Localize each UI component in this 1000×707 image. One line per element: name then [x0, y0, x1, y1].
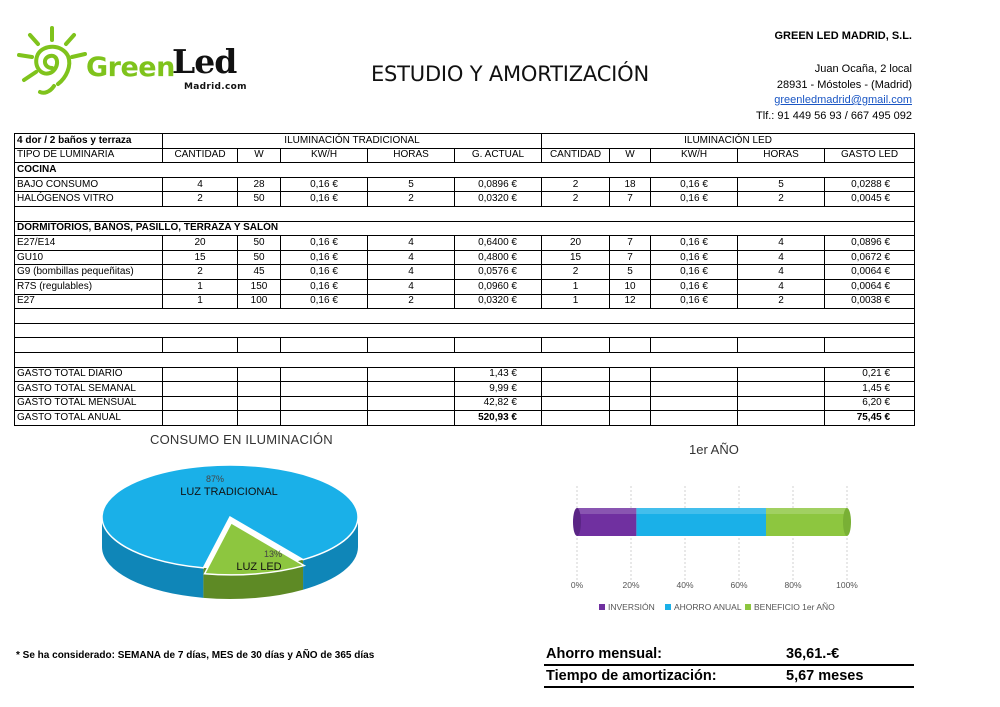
table-cell	[651, 367, 738, 382]
payback-value: 5,67 meses	[786, 668, 864, 684]
table-cell: 0,16 €	[281, 236, 368, 251]
totals-label: GASTO TOTAL SEMANAL	[15, 382, 163, 397]
table-cell: 0,16 €	[651, 294, 738, 309]
table-cell: 2	[542, 265, 610, 280]
totals-label: GASTO TOTAL DIARIO	[15, 367, 163, 382]
pie-category-label: LUZ TRADICIONAL	[180, 486, 278, 498]
table-cell: 520,93 €	[455, 411, 542, 426]
table-cell	[368, 382, 455, 397]
group-header-led: ILUMINACIÓN LED	[542, 134, 915, 149]
empty-cell	[238, 338, 281, 353]
table-cell	[238, 367, 281, 382]
company-name: GREEN LED MADRID, S.L.	[774, 30, 912, 42]
table-cell: 4	[738, 250, 825, 265]
table-cell	[163, 382, 238, 397]
payback-label: Tiempo de amortización:	[546, 668, 717, 684]
blank-row	[15, 206, 915, 221]
column-header: W	[610, 148, 651, 163]
spacer-cell	[15, 206, 915, 221]
table-row	[15, 294, 915, 309]
table-cell: 4	[368, 265, 455, 280]
table-cell	[281, 367, 368, 382]
empty-row	[15, 338, 915, 353]
column-header: G. ACTUAL	[455, 148, 542, 163]
table-cell	[542, 367, 610, 382]
table-cell: 0,16 €	[651, 265, 738, 280]
table-cell: 6,20 €	[825, 396, 915, 411]
table-cell: 4	[738, 265, 825, 280]
table-cell: 0,16 €	[281, 294, 368, 309]
legend-swatch	[665, 604, 671, 610]
table-cell: 0,0896 €	[455, 177, 542, 192]
monthly-savings-value: 36,61.-€	[786, 646, 840, 662]
table-cell: 4	[368, 279, 455, 294]
table-cell: 0,0672 €	[825, 250, 915, 265]
empty-cell	[281, 338, 368, 353]
bar-highlight	[636, 508, 766, 514]
payback-row	[544, 666, 914, 688]
luminaire-type: E27/E14	[15, 236, 163, 251]
logo-subtext: Madrid.com	[184, 82, 247, 92]
table-cell: 5	[610, 265, 651, 280]
table-cell	[281, 411, 368, 426]
column-header: HORAS	[738, 148, 825, 163]
column-header: CANTIDAD	[163, 148, 238, 163]
totals-label: GASTO TOTAL MENSUAL	[15, 396, 163, 411]
bar-chart-title: 1er AÑO	[689, 442, 739, 457]
table-cell: 15	[163, 250, 238, 265]
lighting-comparison-table	[14, 133, 915, 426]
luminaire-type: GU10	[15, 250, 163, 265]
blank-row	[15, 352, 915, 367]
table-cell: 0,0576 €	[455, 265, 542, 280]
table-cell: 75,45 €	[825, 411, 915, 426]
table-cell: 10	[610, 279, 651, 294]
logo-text-green: Green	[86, 52, 175, 83]
table-cell: 5	[368, 177, 455, 192]
luminaire-type: R7S (regulables)	[15, 279, 163, 294]
table-cell	[542, 396, 610, 411]
address-city: 28931 - Móstoles - (Madrid)	[776, 78, 912, 91]
table-cell	[610, 411, 651, 426]
empty-cell	[610, 338, 651, 353]
pie-percent-label: 87%	[205, 474, 225, 484]
column-header: KW/H	[281, 148, 368, 163]
table-cell	[651, 396, 738, 411]
table-cell: 7	[610, 250, 651, 265]
bar-tick-label: 100%	[836, 580, 858, 590]
bar-tick-label: 0%	[570, 580, 584, 590]
table-cell: 0,21 €	[825, 367, 915, 382]
table-cell	[542, 382, 610, 397]
page-title: ESTUDIO Y AMORTIZACIÓN	[370, 62, 650, 86]
table-cell: 4	[368, 250, 455, 265]
blank-row	[15, 309, 915, 324]
table-cell: 0,0064 €	[825, 265, 915, 280]
table-cell	[738, 382, 825, 397]
table-cell: 18	[610, 177, 651, 192]
table-cell: 1	[163, 294, 238, 309]
table-cell: 12	[610, 294, 651, 309]
table-cell	[651, 411, 738, 426]
table-cell: 20	[163, 236, 238, 251]
table-cell: 4	[738, 279, 825, 294]
bar-tick-label: 20%	[622, 580, 640, 590]
spacer-cell	[15, 309, 915, 324]
table-cell: 2	[368, 192, 455, 207]
column-header: W	[238, 148, 281, 163]
table-cell: 0,16 €	[651, 279, 738, 294]
table-cell: 2	[738, 294, 825, 309]
empty-cell	[15, 338, 163, 353]
section-label-rooms: DORMITORIOS, BAÑOS, PASILLO, TERRAZA Y SALÓN	[15, 221, 915, 236]
table-cell: 0,16 €	[651, 192, 738, 207]
table-cell: 0,16 €	[651, 236, 738, 251]
pie-chart-title: CONSUMO EN ILUMINACIÓN	[150, 432, 333, 447]
table-cell: 0,0960 €	[455, 279, 542, 294]
empty-cell	[738, 338, 825, 353]
legend-label: INVERSIÓN	[608, 602, 655, 612]
pie-chart	[95, 455, 385, 630]
table-cell	[163, 396, 238, 411]
column-header: CANTIDAD	[542, 148, 610, 163]
bar-cap-left	[573, 508, 581, 536]
table-cell: 2	[542, 177, 610, 192]
table-cell	[238, 411, 281, 426]
logo-text-led: Led	[172, 42, 237, 81]
table-cell: 20	[542, 236, 610, 251]
table-cell: 1,45 €	[825, 382, 915, 397]
table-cell	[610, 382, 651, 397]
table-cell: 0,16 €	[281, 177, 368, 192]
table-cell: 0,16 €	[281, 265, 368, 280]
column-header: GASTO LED	[825, 148, 915, 163]
table-cell: 0,4800 €	[455, 250, 542, 265]
table-cell: 9,99 €	[455, 382, 542, 397]
table-cell: 0,0320 €	[455, 294, 542, 309]
table-cell: 0,16 €	[281, 192, 368, 207]
empty-cell	[651, 338, 738, 353]
table-cell: 50	[238, 192, 281, 207]
empty-cell	[163, 338, 238, 353]
company-logo	[14, 26, 254, 98]
monthly-savings-label: Ahorro mensual:	[546, 646, 663, 662]
bar-tick-label: 60%	[730, 580, 748, 590]
column-header: HORAS	[368, 148, 455, 163]
table-cell: 1	[163, 279, 238, 294]
section-label-kitchen: COCINA	[15, 163, 915, 178]
totals-row	[15, 396, 915, 411]
table-cell: 2	[163, 192, 238, 207]
table-cell: 0,16 €	[651, 177, 738, 192]
luminaire-type: HALÓGENOS VITRO	[15, 192, 163, 207]
table-cell	[281, 382, 368, 397]
table-cell: 50	[238, 250, 281, 265]
table-cell: 2	[163, 265, 238, 280]
table-cell	[738, 396, 825, 411]
table-cell: 0,0288 €	[825, 177, 915, 192]
table-cell: 7	[610, 192, 651, 207]
totals-row	[15, 367, 915, 382]
table-cell	[738, 411, 825, 426]
table-cell: 2	[368, 294, 455, 309]
table-cell: 15	[542, 250, 610, 265]
luminaire-type: G9 (bombillas pequeñitas)	[15, 265, 163, 280]
bar-highlight	[577, 508, 636, 514]
table-cell: 42,82 €	[455, 396, 542, 411]
spacer-cell	[15, 323, 915, 338]
table-cell: 0,0064 €	[825, 279, 915, 294]
scenario-label: 4 dor / 2 baños y terraza	[15, 134, 163, 149]
empty-cell	[455, 338, 542, 353]
bar-highlight	[766, 508, 847, 514]
table-cell: 4	[368, 236, 455, 251]
sun-swirl-icon	[14, 26, 94, 98]
pie-percent-label: 13%	[263, 549, 283, 559]
table-cell: 100	[238, 294, 281, 309]
table-cell	[163, 367, 238, 382]
table-row	[15, 250, 915, 265]
totals-label: GASTO TOTAL ANUAL	[15, 411, 163, 426]
empty-cell	[368, 338, 455, 353]
table-group-header-row	[15, 134, 915, 149]
table-cell: 1,43 €	[455, 367, 542, 382]
group-header-traditional: ILUMINACIÓN TRADICIONAL	[163, 134, 542, 149]
table-cell: 7	[610, 236, 651, 251]
phone-number: Tlf.: 91 449 56 93 / 667 495 092	[756, 109, 912, 122]
luminaire-type: E27	[15, 294, 163, 309]
table-cell	[610, 396, 651, 411]
table-row	[15, 236, 915, 251]
table-cell: 45	[238, 265, 281, 280]
table-cell: 1	[542, 279, 610, 294]
pie-category-label: LUZ LED	[236, 561, 282, 573]
table-cell	[238, 382, 281, 397]
table-cell: 0,0038 €	[825, 294, 915, 309]
luminaire-type: BAJO CONSUMO	[15, 177, 163, 192]
table-cell: 0,16 €	[281, 250, 368, 265]
column-header: KW/H	[651, 148, 738, 163]
legend-swatch	[599, 604, 605, 610]
section-row	[15, 163, 915, 178]
table-cell: 5	[738, 177, 825, 192]
monthly-savings-row	[544, 644, 914, 666]
bar-tick-label: 40%	[676, 580, 694, 590]
table-cell	[610, 367, 651, 382]
table-cell: 150	[238, 279, 281, 294]
table-cell	[163, 411, 238, 426]
assumptions-note: * Se ha considerado: SEMANA de 7 días, MES de 30 días y AÑO de 365 días	[16, 650, 375, 661]
table-cell	[368, 396, 455, 411]
table-row	[15, 177, 915, 192]
savings-summary	[544, 644, 914, 688]
table-cell: 0,0320 €	[455, 192, 542, 207]
table-cell: 4	[163, 177, 238, 192]
column-header: TIPO DE LUMINARIA	[15, 148, 163, 163]
table-row	[15, 279, 915, 294]
empty-cell	[825, 338, 915, 353]
table-cell	[368, 367, 455, 382]
spacer-cell	[15, 352, 915, 367]
table-row	[15, 265, 915, 280]
table-cell: 0,6400 €	[455, 236, 542, 251]
table-cell: 2	[738, 192, 825, 207]
table-cell	[238, 396, 281, 411]
table-cell: 0,16 €	[651, 250, 738, 265]
table-cell: 2	[542, 192, 610, 207]
table-cell	[651, 382, 738, 397]
company-address	[756, 62, 912, 124]
table-cell: 4	[738, 236, 825, 251]
empty-cell	[542, 338, 610, 353]
table-row	[15, 192, 915, 207]
table-cell: 0,0045 €	[825, 192, 915, 207]
totals-row	[15, 411, 915, 426]
table-cell: 0,0896 €	[825, 236, 915, 251]
table-cell	[738, 367, 825, 382]
email-link[interactable]: greenledmadrid@gmail.com	[774, 94, 912, 106]
bar-tick-label: 80%	[784, 580, 802, 590]
totals-row	[15, 382, 915, 397]
blank-row	[15, 323, 915, 338]
table-cell	[281, 396, 368, 411]
table-cell: 1	[542, 294, 610, 309]
bar-chart	[555, 468, 865, 623]
table-cell	[368, 411, 455, 426]
table-cell: 28	[238, 177, 281, 192]
table-cell: 0,16 €	[281, 279, 368, 294]
table-column-header-row	[15, 148, 915, 163]
address-street: Juan Ocaña, 2 local	[814, 63, 912, 75]
table-cell: 50	[238, 236, 281, 251]
legend-label: BENEFICIO 1er AÑO	[754, 602, 835, 612]
bar-cap-right	[843, 508, 851, 536]
section-row	[15, 221, 915, 236]
legend-swatch	[745, 604, 751, 610]
legend-label: AHORRO ANUAL	[674, 602, 742, 612]
table-cell	[542, 411, 610, 426]
